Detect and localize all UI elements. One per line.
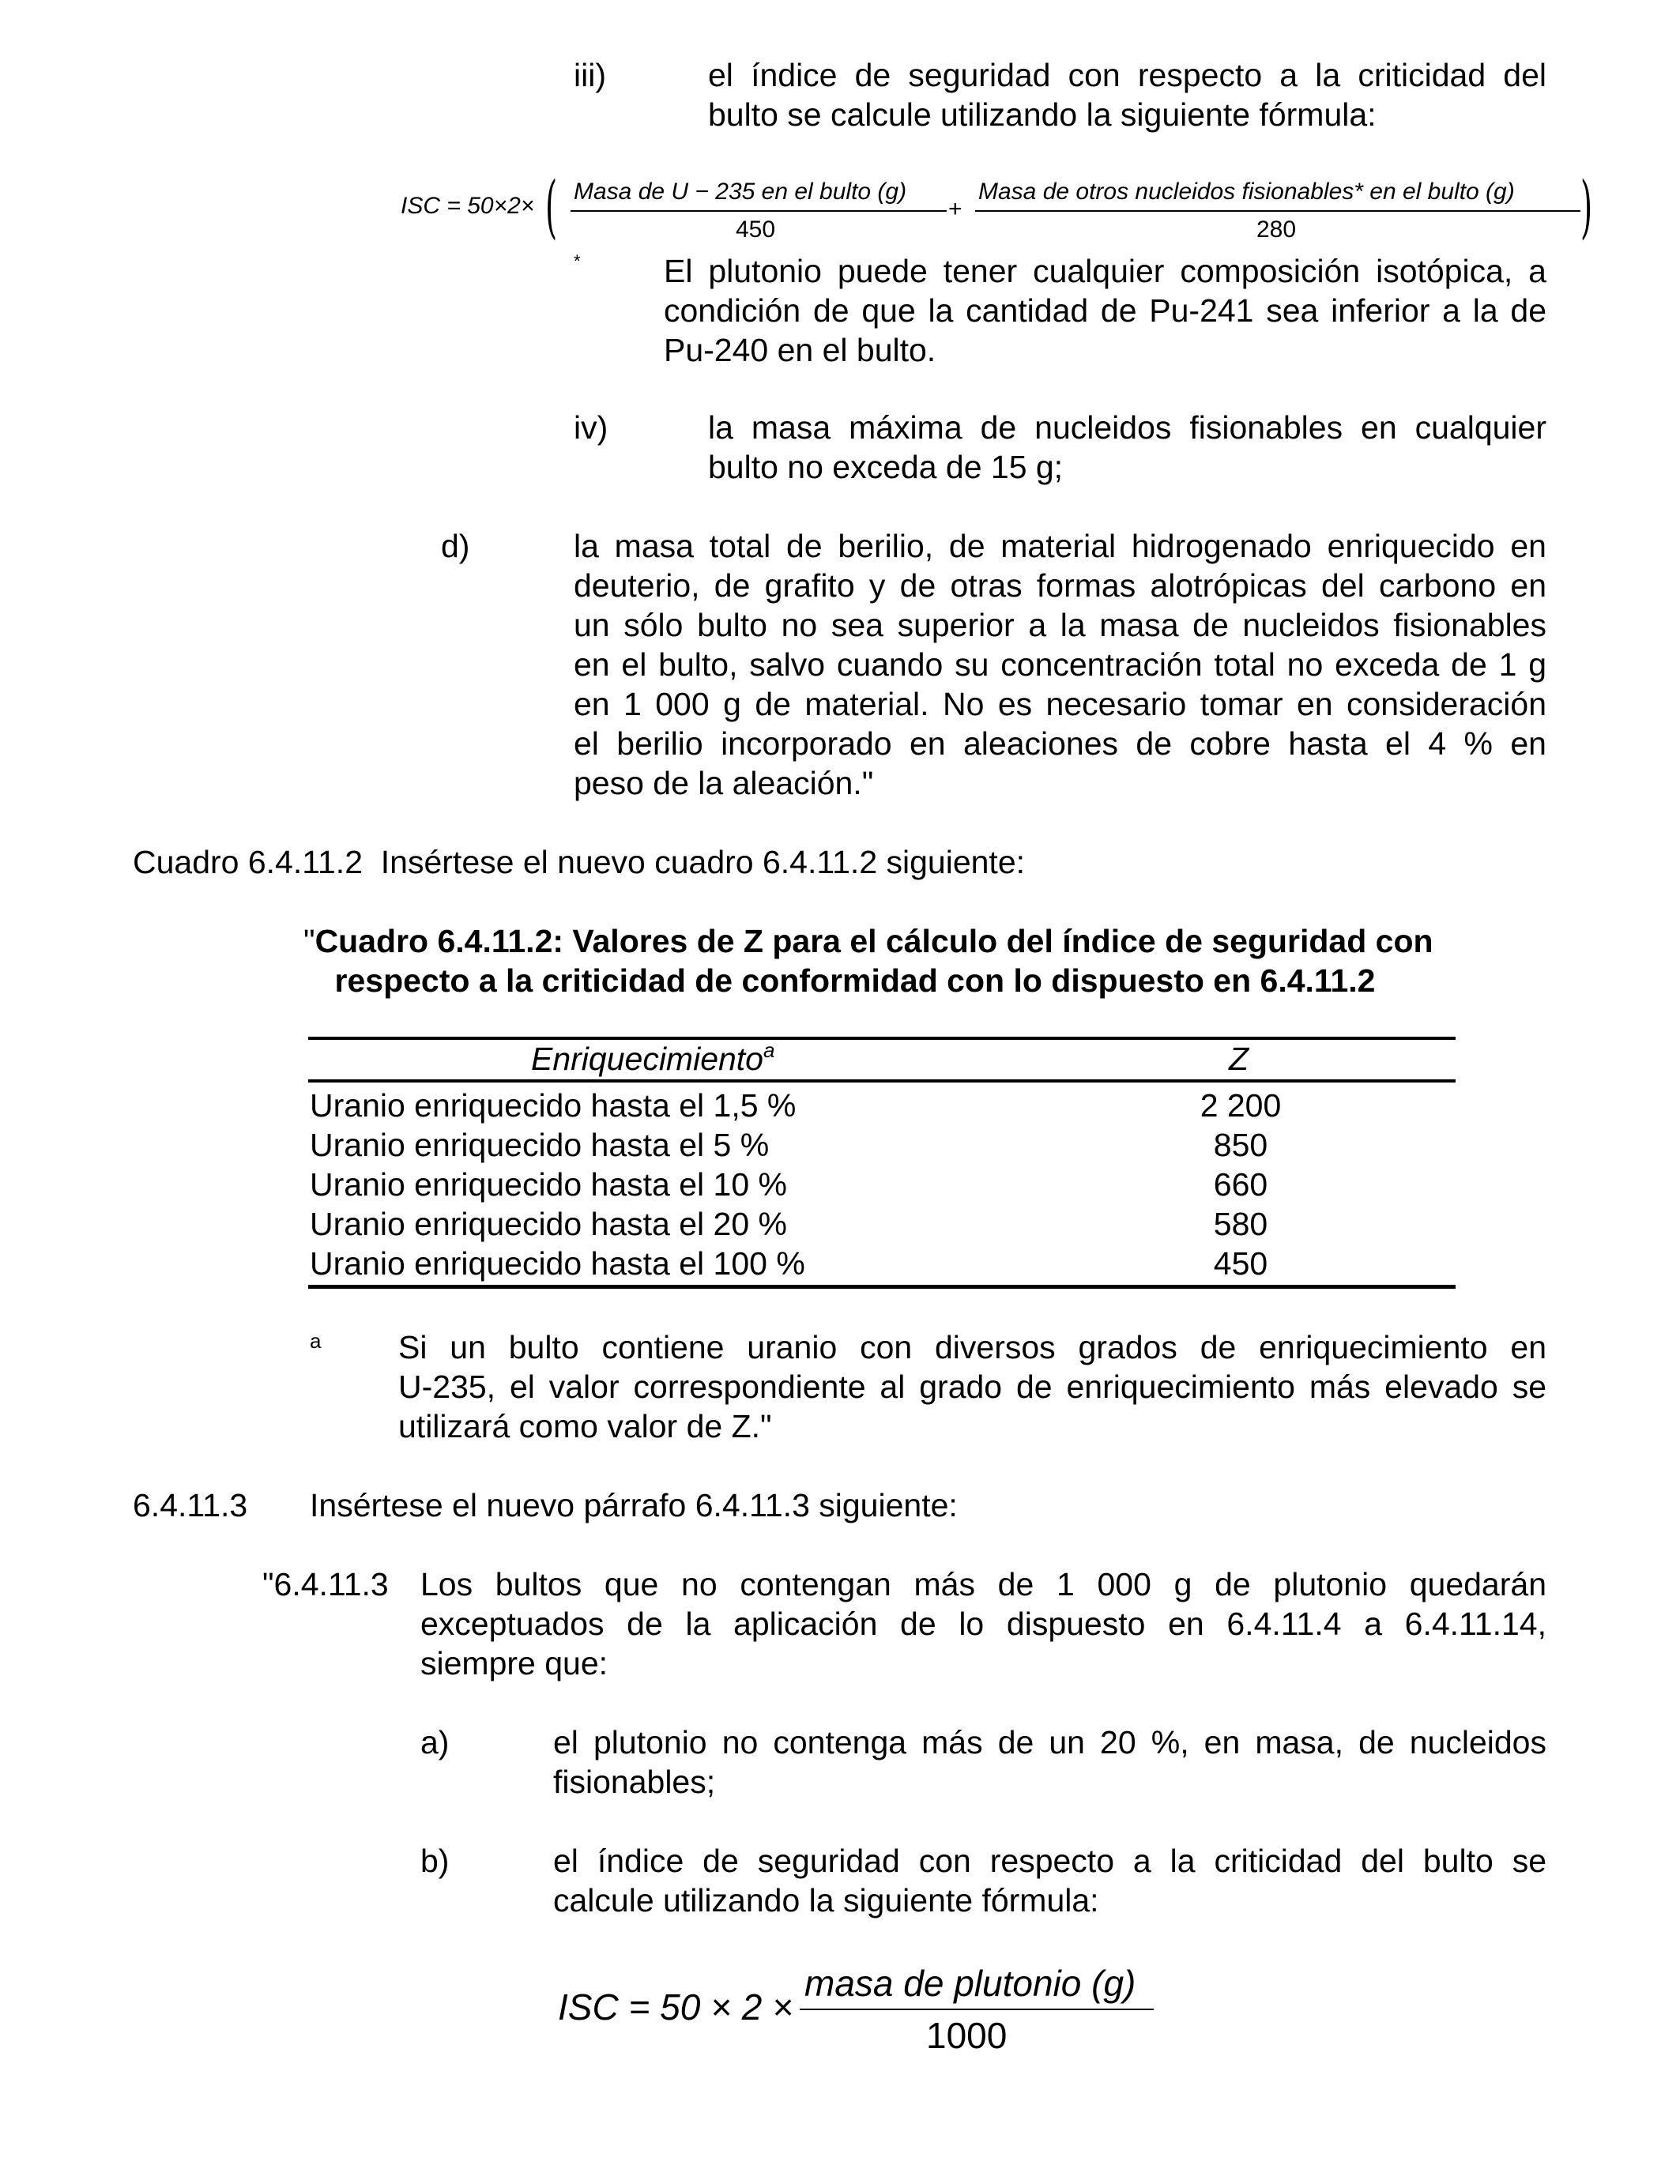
formula-2-numerator: masa de plutonio (g) bbox=[804, 1963, 1136, 2004]
table-header-enrichment bbox=[531, 1039, 774, 1079]
footnote-star-marker: * bbox=[574, 251, 581, 271]
table-header-enrichment-label: Enriquecimiento bbox=[531, 1041, 763, 1077]
table-row-label: Uranio enriquecido hasta el 5 % bbox=[310, 1127, 770, 1163]
table-bottom-rule bbox=[308, 1285, 1456, 1289]
item-d-line: peso de la aleación." bbox=[574, 765, 874, 801]
item-iii-marker: iii) bbox=[574, 57, 606, 93]
item-d-marker: d) bbox=[441, 528, 470, 564]
item-a-line1: el plutonio no contenga más de un 20 %, en masa, de nucleidos bbox=[553, 1724, 1546, 1760]
table-header-footnote-marker: a bbox=[763, 1038, 775, 1062]
quoted-para-line2: exceptuados de la aplicación de lo dispuesto en 6.4.11.4 a 6.4.11.14, bbox=[420, 1606, 1546, 1642]
table-row-label: Uranio enriquecido hasta el 10 % bbox=[310, 1166, 787, 1203]
item-d-line: en 1 000 g de material. No es necesario tomar en consideración bbox=[574, 686, 1546, 722]
item-d-line: en el bulto, salvo cuando su concentración total no exceda de 1 g bbox=[574, 646, 1546, 683]
table-row-label: Uranio enriquecido hasta el 20 % bbox=[310, 1206, 787, 1242]
table-footnote-marker: a bbox=[310, 1329, 322, 1353]
footnote-star-line2: condición de que la cantidad de Pu-241 sea inferior a la de bbox=[664, 292, 1546, 329]
table-row-z: 580 bbox=[1213, 1206, 1268, 1242]
item-iii-line1: el índice de seguridad con respecto a la criticidad del bbox=[708, 57, 1546, 93]
cuadro-intro: Cuadro 6.4.11.2 Insértese el nuevo cuadro 6.4.11.2 siguiente: bbox=[133, 844, 1026, 880]
quoted-para-number: "6.4.11.3 bbox=[262, 1566, 389, 1602]
item-d-line: la masa total de berilio, de material hidrogenado enriquecido en bbox=[574, 528, 1546, 564]
formula-2-fraction-bar bbox=[800, 2009, 1154, 2010]
item-iii-line2: bulto se calcule utilizando la siguiente fórmula: bbox=[708, 96, 1377, 133]
formula-2-denominator: 1000 bbox=[926, 2015, 1008, 2056]
formula-1-right-paren: ) bbox=[1580, 168, 1593, 247]
formula-1-numerator-u235: Masa de U − 235 en el bulto (g) bbox=[574, 179, 907, 205]
item-d-line: el berilio incorporado en aleaciones de cobre hasta el 4 % en bbox=[574, 725, 1546, 762]
item-a-line2: fisionables; bbox=[553, 1764, 716, 1800]
para-number: 6.4.11.3 bbox=[133, 1487, 248, 1523]
table-row-z: 450 bbox=[1213, 1245, 1268, 1282]
formula-1-denominator-280: 280 bbox=[1256, 217, 1297, 243]
formula-1-plus: + bbox=[948, 196, 962, 222]
item-d-line: deuterio, de grafito y de otras formas alotrópicas del carbono en bbox=[574, 567, 1546, 604]
formula-1-numerator-other: Masa de otros nucleidos fisionables* en el bulto (g) bbox=[978, 179, 1515, 205]
item-iv-line1: la masa máxima de nucleidos fisionables en cualquier bbox=[708, 409, 1546, 446]
table-row-z: 850 bbox=[1213, 1127, 1268, 1163]
table-row-z: 660 bbox=[1213, 1166, 1268, 1203]
formula-1-left-paren: ( bbox=[545, 168, 558, 247]
item-d-line: un sólo bulto no sea superior a la masa de nucleidos fisionables bbox=[574, 607, 1546, 643]
item-b-line1: el índice de seguridad con respecto a la criticidad del bulto se bbox=[553, 1843, 1546, 1879]
quoted-para-line3: siempre que: bbox=[420, 1645, 608, 1681]
table-header-rule bbox=[308, 1079, 1456, 1083]
formula-1-fraction-bar-2 bbox=[975, 210, 1580, 212]
table-title-line1 bbox=[303, 921, 1433, 961]
table-row-z: 2 200 bbox=[1200, 1087, 1282, 1124]
item-iv-line2: bulto no exceda de 15 g; bbox=[708, 449, 1064, 485]
table-row-label: Uranio enriquecido hasta el 100 % bbox=[310, 1245, 805, 1282]
formula-2-lhs: ISC = 50 × 2 × bbox=[558, 1986, 793, 2028]
item-iv-marker: iv) bbox=[574, 409, 608, 446]
formula-1-lhs: ISC = 50×2× bbox=[401, 193, 535, 219]
para-text: Insértese el nuevo párrafo 6.4.11.3 siguiente: bbox=[310, 1487, 958, 1523]
table-footnote-line1: Si un bulto contiene uranio con diversos grados de enriquecimiento en bbox=[398, 1329, 1546, 1365]
table-top-rule bbox=[308, 1037, 1456, 1040]
table-title-line2: respecto a la criticidad de conformidad con lo dispuesto en 6.4.11.2 bbox=[334, 962, 1376, 999]
table-footnote-line3: utilizará como valor de Z." bbox=[398, 1408, 772, 1444]
table-title-text: Cuadro 6.4.11.2: Valores de Z para el cálculo del índice de seguridad con bbox=[315, 923, 1433, 959]
item-b-line2: calcule utilizando la siguiente fórmula: bbox=[553, 1882, 1099, 1919]
table-title-quote: " bbox=[303, 923, 315, 959]
table-footnote-line2: U-235, el valor correspondiente al grado de enriquecimiento más elevado se bbox=[398, 1369, 1546, 1405]
footnote-star-line3: Pu-240 en el bulto. bbox=[664, 332, 936, 368]
item-b-marker: b) bbox=[420, 1843, 450, 1879]
item-a-marker: a) bbox=[420, 1724, 450, 1760]
table-header-z: Z bbox=[1229, 1041, 1249, 1077]
formula-1-fraction-bar-1 bbox=[571, 210, 947, 212]
formula-1-denominator-450: 450 bbox=[736, 217, 776, 243]
footnote-star-line1: El plutonio puede tener cualquier composición isotópica, a bbox=[664, 253, 1546, 289]
quoted-para-line1: Los bultos que no contengan más de 1 000 g de plutonio quedarán bbox=[420, 1566, 1546, 1602]
table-row-label: Uranio enriquecido hasta el 1,5 % bbox=[310, 1087, 797, 1124]
